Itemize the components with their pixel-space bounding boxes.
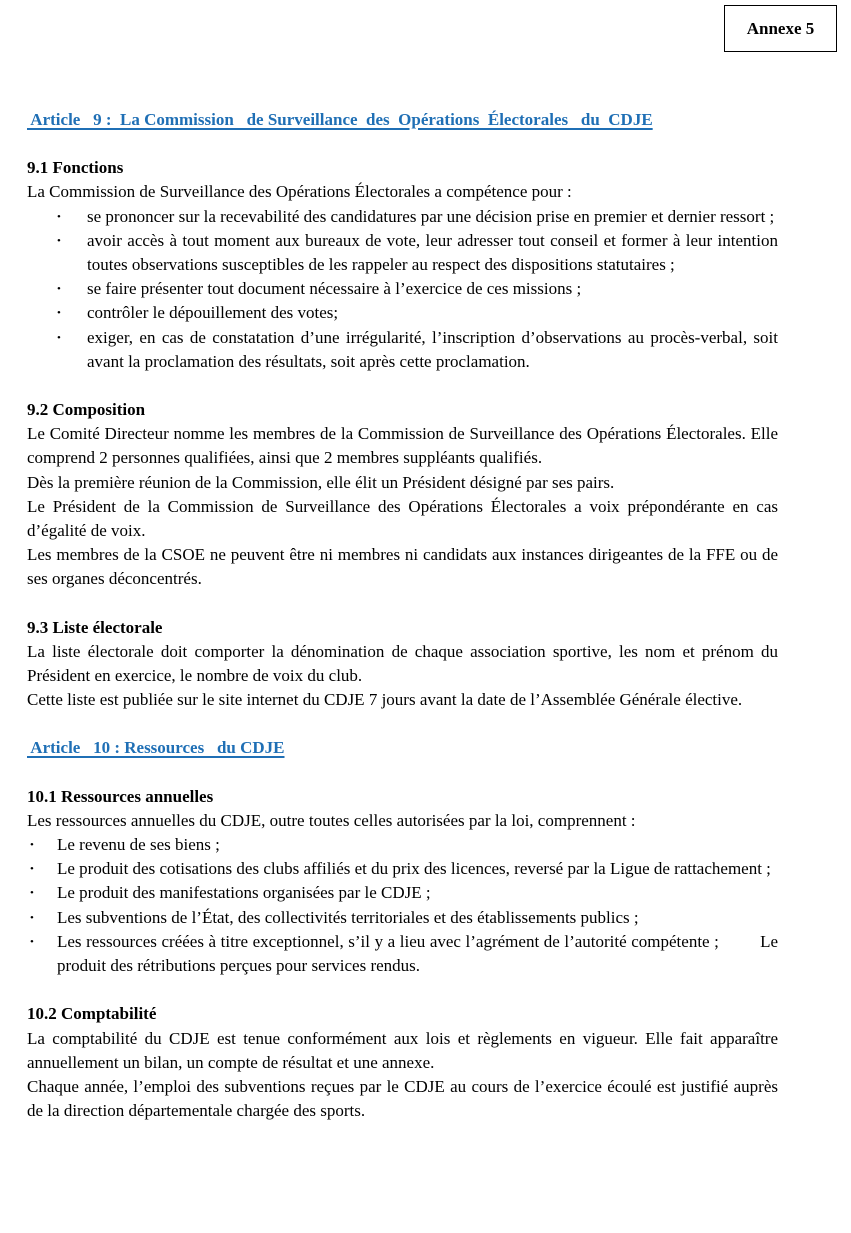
paragraph: Dès la première réunion de la Commission, elle élit un Président désigné par ses pairs. [27,472,615,492]
paragraph: Cette liste est publiée sur le site internet du CDJE 7 jours avant la date de l’Assemblée Générale élective. [27,690,743,710]
paragraph: Les ressources annuelles du CDJE, outre toutes celles autorisées par la loi, comprennent : [27,810,636,830]
list-item: • se prononcer sur la recevabilité des candidatures par une décision prise en premier et dernier ressort ; [27,205,778,229]
paragraph: Les membres de la CSOE ne peuvent être ni membres ni candidats aux instances dirigeantes de la FFE ou de ses organes déconcentrés. [27,545,778,589]
list-item: • contrôler le dépouillement des votes; [27,301,778,325]
section-10-1 [27,785,783,979]
paragraph: La comptabilité du CDJE est tenue conformément aux lois et règlements en vigueur. Elle fait apparaître annuellement un bilan, un compte de résultat et une annexe. [27,1028,778,1072]
paragraph: La Commission de Surveillance des Opérations Électorales a compétence pour : [27,182,572,202]
paragraph: Chaque année, l’emploi des subventions reçues par le CDJE au cours de l’exercice écoulé est justifié auprès de la direction départementale chargée des sports. [27,1076,778,1121]
bullet-list [27,205,778,374]
list-item: • se faire présenter tout document nécessaire à l’exercice de ces missions ; [27,277,778,301]
list-item: • avoir accès à tout moment aux bureaux de vote, leur adresser tout conseil et former à leur intention toutes observations susceptibles de les rappeler au respect des dispositions statutaires ; [27,229,778,277]
section-heading: 9.3 Liste électorale [27,617,163,637]
list-item: • Les ressources créées à titre exceptionnel, s’il y a lieu avec l’agrément de l’autorité compétente ; Le produit des rétributions perçues pour services rendus. [27,930,778,978]
section-heading: 10.2 Comptabilité [27,1004,157,1024]
section-10-2 [27,1002,778,1123]
annex-label: Annexe 5 [746,18,815,38]
article-10-title: Article 10 : Ressources du CDJE [27,738,285,758]
document-body [27,108,783,1147]
section-9-2 [27,398,778,592]
list-item: • Le revenu de ses biens ; [27,833,778,857]
paragraph: Le Président de la Commission de Surveillance des Opérations Électorales a voix prépondérante en cas d’égalité de voix. [27,496,778,541]
paragraph: Le Comité Directeur nomme les membres de la Commission de Surveillance des Opérations Électorales. Elle comprend 2 personnes qualifiées, ainsi que 2 membres suppléants qualifiés. [27,424,778,468]
list-item: • Le produit des manifestations organisées par le CDJE ; [27,881,778,905]
article-9-title: Article 9 : La Commission de Surveillance des Opérations Électorales du CDJE [27,110,653,129]
list-item: • Les subventions de l’État, des collectivités territoriales et des établissements publics ; [27,906,778,930]
section-9-1 [27,156,778,374]
annex-label-box [724,5,837,52]
bullet-list [27,833,783,978]
section-heading: 9.2 Composition [27,400,146,420]
paragraph: La liste électorale doit comporter la dénomination de chaque association sportive, les nom et prénom du Président en exercice, le nombre de voix du club. [27,641,778,686]
list-item: • Le produit des cotisations des clubs affiliés et du prix des licences, reversé par la Ligue de rattachement ; [27,857,778,881]
section-heading: 9.1 Fonctions [27,158,124,178]
section-9-3 [27,616,778,713]
list-item: • exiger, en cas de constatation d’une irrégularité, l’inscription d’observations au procès-verbal, soit avant la proclamation des résultats, soit après cette proclamation. [27,326,778,374]
section-heading: 10.1 Ressources annuelles [27,786,214,806]
